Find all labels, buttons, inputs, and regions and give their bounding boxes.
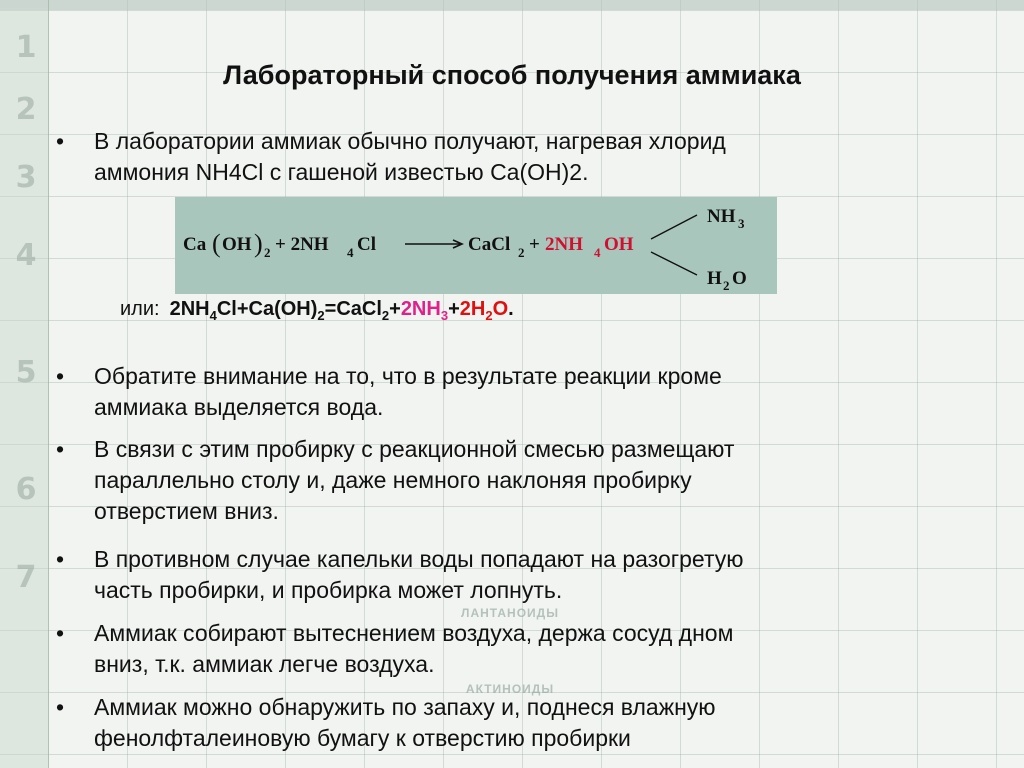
eq-part: + bbox=[448, 298, 460, 320]
bullet-line: часть пробирки, и пробирка может лопнуть. bbox=[94, 577, 563, 603]
eq-oh: OH bbox=[222, 234, 252, 255]
period-number: 3 bbox=[15, 160, 37, 195]
eq-nh3: 2NH bbox=[400, 298, 441, 320]
eq-h2o: 2H bbox=[459, 298, 486, 320]
background-lanthanides-label: ЛАНТАНОИДЫ bbox=[461, 606, 559, 620]
eq-ca: Ca bbox=[183, 234, 207, 255]
eq-paren-open: ( bbox=[212, 229, 221, 258]
bullet-text bbox=[94, 434, 954, 527]
alternative-equation bbox=[120, 298, 514, 328]
eq-h2o-h: H bbox=[707, 268, 722, 289]
bullet-dot: • bbox=[56, 620, 65, 646]
background-actinides-label: АКТИНОИДЫ bbox=[465, 682, 555, 696]
eq-plus-nh: + 2NH bbox=[275, 234, 329, 255]
eq-paren-close: ) bbox=[254, 229, 263, 258]
eq-sub: 3 bbox=[738, 216, 745, 231]
eq-sub: 3 bbox=[440, 308, 449, 323]
bullet-line: В связи с этим пробирку с реакционной смесью размещают bbox=[94, 436, 735, 462]
eq-sub: 2 bbox=[485, 308, 493, 323]
bullet-line: параллельно столу и, даже немного наклоняя пробирку bbox=[94, 467, 692, 493]
period-number: 4 bbox=[15, 238, 37, 273]
eq-h2o-o: O bbox=[492, 298, 509, 320]
bullet-text bbox=[94, 618, 954, 680]
eq-sub: 2 bbox=[317, 308, 325, 323]
eq-sub: 2 bbox=[264, 245, 271, 260]
bullet-dot: • bbox=[56, 363, 65, 389]
period-number: 6 bbox=[15, 472, 37, 507]
bullet-dot: • bbox=[56, 694, 65, 720]
bullet-line: Аммиак можно обнаружить по запаху и, поднеся влажную bbox=[94, 694, 716, 720]
period-number: 2 bbox=[15, 92, 37, 127]
alt-equation-formula bbox=[169, 298, 514, 323]
bullet-line: В лаборатории аммиак обычно получают, нагревая хлорид bbox=[94, 128, 726, 154]
bullet-text bbox=[94, 544, 954, 606]
period-number: 7 bbox=[15, 560, 37, 595]
eq-part: . bbox=[508, 298, 514, 320]
eq-cl: Cl bbox=[357, 234, 376, 255]
bullet-text bbox=[94, 361, 954, 423]
bullet-dot: • bbox=[56, 128, 65, 154]
eq-cacl: CaCl bbox=[468, 234, 511, 255]
eq-sub: 2 bbox=[723, 278, 730, 293]
eq-sub: 2 bbox=[381, 308, 390, 323]
bullet-dot: • bbox=[56, 436, 65, 462]
period-number: 5 bbox=[15, 355, 37, 390]
eq-sub: 4 bbox=[347, 245, 354, 260]
eq-h2o-o: O bbox=[732, 268, 747, 289]
decomposition-arrow-down bbox=[651, 252, 697, 275]
background-period-column bbox=[0, 0, 49, 768]
bullet-line: Обратите внимание на то, что в результате реакции кроме bbox=[94, 363, 722, 389]
eq-part: Cl+Ca(OH) bbox=[216, 298, 318, 320]
bullet-dot: • bbox=[56, 546, 65, 572]
period-number: 1 bbox=[15, 30, 37, 65]
bullet-line: В противном случае капельки воды попадают на разогретую bbox=[94, 546, 744, 572]
bullet-line: Аммиак собирают вытеснением воздуха, держа сосуд дном bbox=[94, 620, 734, 646]
eq-nh3: NH bbox=[707, 206, 736, 227]
eq-part: + bbox=[389, 298, 401, 320]
bullet-line: вниз, т.к. аммиак легче воздуха. bbox=[94, 651, 435, 677]
alt-prefix: или: bbox=[120, 298, 160, 320]
eq-nh4oh-oh: OH bbox=[604, 234, 634, 255]
eq-nh4oh: 2NH bbox=[545, 234, 583, 255]
slide-title: Лабораторный способ получения аммиака bbox=[223, 60, 801, 90]
bullet-text bbox=[94, 692, 954, 754]
eq-plus: + bbox=[529, 234, 540, 255]
bullet-line: аммония NH4Cl с гашеной известью Ca(OH)2. bbox=[94, 159, 589, 185]
bullet-line: фенолфталеиновую бумагу к отверстию пробирки bbox=[94, 725, 631, 751]
bullet-line: отверстием вниз. bbox=[94, 498, 279, 524]
bullet-text bbox=[94, 126, 954, 188]
eq-part: 2NH bbox=[169, 298, 210, 320]
reaction-equation-image bbox=[175, 197, 777, 294]
decomposition-arrow-up bbox=[651, 215, 697, 239]
eq-part: =CaCl bbox=[324, 298, 382, 320]
eq-sub: 4 bbox=[594, 245, 601, 260]
bullet-line: аммиака выделяется вода. bbox=[94, 394, 384, 420]
background-top-strip bbox=[0, 0, 1024, 10]
eq-sub: 2 bbox=[518, 245, 525, 260]
eq-sub: 4 bbox=[209, 308, 217, 323]
